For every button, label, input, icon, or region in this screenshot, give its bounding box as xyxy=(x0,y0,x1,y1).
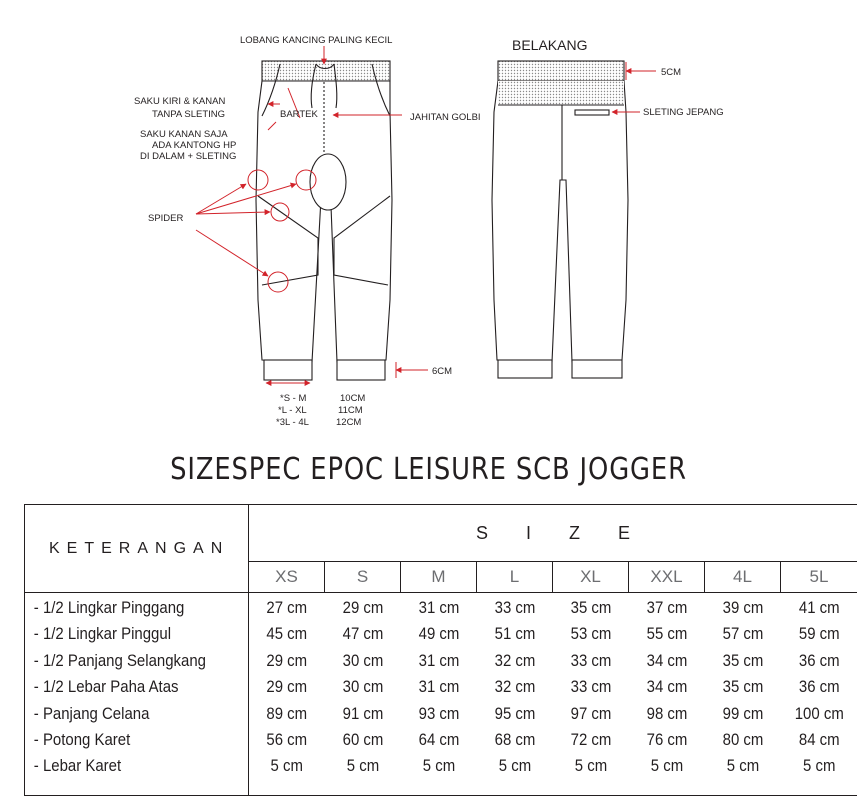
table-cell: 35 cm xyxy=(722,677,763,697)
cuff-size-lxl: *L - XL xyxy=(278,405,307,416)
table-cell: 84 cm xyxy=(798,730,840,750)
values-col-s xyxy=(325,593,401,796)
table-cell: 5 cm xyxy=(726,756,759,776)
row-labels xyxy=(25,593,249,796)
size-header: SIZE xyxy=(249,505,857,562)
front-waistband xyxy=(262,61,390,81)
cuff-cm-lxl: 11CM xyxy=(338,405,363,416)
table-cell: 34 cm xyxy=(646,650,687,670)
values-col-m xyxy=(401,593,477,796)
table-cell: 64 cm xyxy=(418,730,459,750)
size-col-5l: 5L xyxy=(781,562,857,593)
table-cell: 51 cm xyxy=(494,624,535,644)
page-title: SIZESPEC EPOC LEISURE SCB JOGGER xyxy=(170,452,687,487)
size-spec-table xyxy=(24,504,857,796)
table-cell: 80 cm xyxy=(722,730,763,750)
back-yoke xyxy=(498,81,624,105)
size-col-s: S xyxy=(325,562,401,593)
size-col-xl: XL xyxy=(553,562,629,593)
size-col-xxl: XXL xyxy=(629,562,705,593)
row-label: - Panjang Celana xyxy=(33,703,150,723)
table-cell: 33 cm xyxy=(494,598,535,617)
table-cell: 29 cm xyxy=(266,650,308,670)
label-jahitan: JAHITAN GOLBI xyxy=(410,112,481,123)
table-cell: 95 cm xyxy=(494,703,535,723)
table-cell: 34 cm xyxy=(646,677,687,697)
values-col-4l xyxy=(705,593,781,796)
row-label: - Potong Karet xyxy=(33,730,131,750)
table-cell: 27 cm xyxy=(266,598,308,617)
back-right-cuff xyxy=(572,360,622,378)
table-cell: 31 cm xyxy=(418,677,459,697)
label-saku-1: SAKU KIRI & KANAN xyxy=(134,96,226,107)
label-6cm: 6CM xyxy=(432,366,453,377)
table-cell: 5 cm xyxy=(650,756,683,776)
table-cell: 97 cm xyxy=(570,703,611,723)
table-cell: 93 cm xyxy=(418,703,459,723)
table-cell: 36 cm xyxy=(798,650,840,670)
row-label: - 1/2 Lingkar Pinggang xyxy=(33,598,185,617)
table-cell: 5 cm xyxy=(802,756,835,776)
table-cell: 99 cm xyxy=(722,703,763,723)
table-cell: 60 cm xyxy=(342,730,383,750)
table-cell: 49 cm xyxy=(418,624,459,644)
back-view xyxy=(492,61,628,378)
table-cell: 100 cm xyxy=(794,703,844,723)
values-col-xl xyxy=(553,593,629,796)
label-spider: SPIDER xyxy=(148,213,184,224)
keterangan-header: KETERANGAN xyxy=(25,505,249,593)
label-saku-kanan-3: DI DALAM + SLETING xyxy=(140,151,237,162)
back-zip-pocket xyxy=(575,110,609,115)
table-cell: 39 cm xyxy=(722,598,763,617)
size-col-xs: XS xyxy=(249,562,325,593)
size-col-m: M xyxy=(401,562,477,593)
table-cell: 30 cm xyxy=(342,650,383,670)
values-col-xxl xyxy=(629,593,705,796)
table-cell: 53 cm xyxy=(570,624,611,644)
table-cell: 31 cm xyxy=(418,650,459,670)
back-left-cuff xyxy=(498,360,552,378)
cuff-cm-sm: 10CM xyxy=(340,393,366,404)
front-right-cuff xyxy=(337,360,385,380)
table-cell: 32 cm xyxy=(494,650,535,670)
table-body xyxy=(25,593,857,796)
table-cell: 47 cm xyxy=(342,624,383,644)
row-label: - 1/2 Lebar Paha Atas xyxy=(33,677,179,697)
table-cell: 45 cm xyxy=(266,624,308,644)
size-col-l: L xyxy=(477,562,553,593)
table-cell: 89 cm xyxy=(266,703,308,723)
table-cell: 59 cm xyxy=(798,624,840,644)
cuff-size-3l4l: *3L - 4L xyxy=(276,417,309,428)
table-cell: 72 cm xyxy=(570,730,611,750)
table-cell: 91 cm xyxy=(342,703,383,723)
table-cell: 98 cm xyxy=(646,703,687,723)
row-label: - 1/2 Panjang Selangkang xyxy=(33,650,206,670)
back-outline xyxy=(492,81,628,362)
table-cell: 29 cm xyxy=(342,598,383,617)
table-cell: 56 cm xyxy=(266,730,308,750)
table-cell: 33 cm xyxy=(570,650,611,670)
values-col-l xyxy=(477,593,553,796)
row-label: - Lebar Karet xyxy=(33,756,122,776)
table-cell: 36 cm xyxy=(798,677,840,697)
cuff-cm-3l4l: 12CM xyxy=(336,417,362,428)
label-bartek: BARTEK xyxy=(280,109,318,120)
label-saku-2: TANPA SLETING xyxy=(152,109,226,120)
label-lobang: LOBANG KANCING PALING KECIL xyxy=(240,35,393,46)
table-cell: 31 cm xyxy=(418,598,459,617)
label-belakang: BELAKANG xyxy=(512,37,588,53)
label-5cm: 5CM xyxy=(661,67,682,78)
table-cell: 5 cm xyxy=(574,756,607,776)
table-cell: 37 cm xyxy=(646,598,687,617)
table-cell: 35 cm xyxy=(722,650,763,670)
table-cell: 30 cm xyxy=(342,677,383,697)
size-col-4l: 4L xyxy=(705,562,781,593)
cuff-size-sm: *S - M xyxy=(280,393,307,404)
table-cell: 76 cm xyxy=(646,730,687,750)
table-cell: 5 cm xyxy=(498,756,531,776)
table-cell: 55 cm xyxy=(646,624,687,644)
table-cell: 5 cm xyxy=(270,756,303,776)
table-cell: 29 cm xyxy=(266,677,308,697)
row-label: - 1/2 Lingkar Pinggul xyxy=(33,624,172,644)
table-cell: 35 cm xyxy=(570,598,611,617)
table-cell: 41 cm xyxy=(798,598,840,617)
values-col-xs xyxy=(249,593,325,796)
label-sleting: SLETING JEPANG xyxy=(643,107,724,118)
table-cell: 68 cm xyxy=(494,730,535,750)
back-waistband xyxy=(498,61,624,81)
label-saku-kanan-2: ADA KANTONG HP xyxy=(152,140,237,151)
front-left-cuff xyxy=(264,360,312,380)
table-cell: 32 cm xyxy=(494,677,535,697)
label-saku-kanan-1: SAKU KANAN SAJA xyxy=(140,129,228,140)
table-cell: 33 cm xyxy=(570,677,611,697)
table-cell: 5 cm xyxy=(422,756,455,776)
table-cell: 57 cm xyxy=(722,624,763,644)
table-cell: 5 cm xyxy=(346,756,379,776)
values-col-5l xyxy=(781,593,857,796)
